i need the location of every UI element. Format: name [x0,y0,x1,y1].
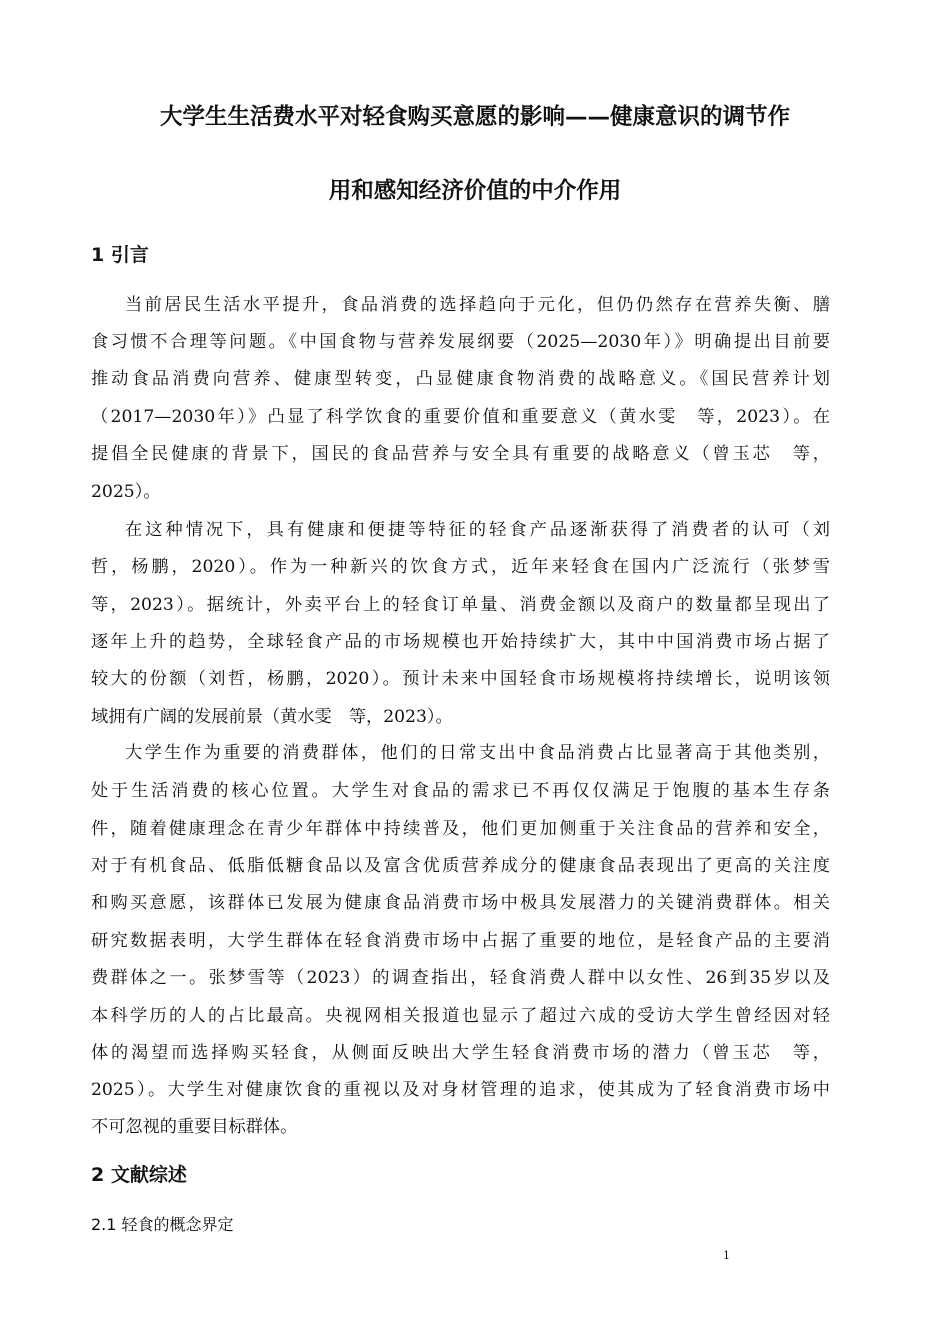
page-number: 1 [723,1249,730,1262]
paragraph-line: 较大的份额（刘哲，杨鹏，2020）。预计未来中国轻食市场规模将持续增长，说明该领 [91,669,830,689]
section-heading-literature-review: 2 文献综述 [91,1164,187,1186]
paragraph-line: 对于有机食品、低脂低糖食品以及富含优质营养成分的健康食品表现出了更高的关注度 [91,856,830,876]
paragraph-line: 哲，杨鹏，2020）。作为一种新兴的饮食方式，近年来轻食在国内广泛流行（张梦雪 [91,557,830,577]
subsection-heading-light-food-concept: 2.1 轻食的概念界定 [91,1215,234,1234]
paragraph-line: （2017—2030年）》凸显了科学饮食的重要价值和重要意义（黄水雯 等，2023）。在 [91,407,830,427]
paragraph-line: 2025）。 [91,482,161,502]
paragraph-line: 等，2023）。据统计，外卖平台上的轻食订单量、消费金额以及商户的数量都呈现出了 [91,595,830,615]
paragraph-line: 在这种情况下，具有健康和便捷等特征的轻食产品逐渐获得了消费者的认可（刘 [125,520,830,540]
paragraph-line: 大学生作为重要的消费群体，他们的日常支出中食品消费占比显著高于其他类别， [125,743,830,763]
section-heading-introduction: 1 引言 [91,244,149,266]
paragraph-line: 和购买意愿，该群体已发展为健康食品消费市场中极具发展潜力的关键消费群体。相关 [91,893,830,913]
document-title-line-1: 大学生生活费水平对轻食购买意愿的影响——健康意识的调节作 [159,104,790,130]
paragraph-line: 体的渴望而选择购买轻食，从侧面反映出大学生轻食消费市场的潜力（曾玉芯 等， [91,1043,830,1063]
paragraph-line: 食习惯不合理等问题。《中国食物与营养发展纲要（2025—2030年）》明确提出目前要 [91,332,830,352]
paragraph-line: 提倡全民健康的背景下，国民的食品营养与安全具有重要的战略意义（曾玉芯 等， [91,444,830,464]
paragraph-line: 域拥有广阔的发展前景（黄水雯 等，2023）。 [91,707,453,727]
paragraph-line: 件，随着健康理念在青少年群体中持续普及，他们更加侧重于关注食品的营养和安全， [91,819,830,839]
paragraph-line: 推动食品消费向营养、健康型转变，凸显健康食物消费的战略意义。《国民营养计划 [91,369,830,389]
paragraph-line: 不可忽视的重要目标群体。 [91,1117,298,1137]
paragraph-line: 处于生活消费的核心位置。大学生对食品的需求已不再仅仅满足于饱腹的基本生存条 [91,781,830,801]
paragraph-line: 当前居民生活水平提升，食品消费的选择趋向于元化，但仍仍然存在营养失衡、膳 [125,295,830,315]
paragraph-line: 本科学历的人的占比最高。央视网相关报道也显示了超过六成的受访大学生曾经因对轻 [91,1006,830,1026]
document-title-line-2: 用和感知经济价值的中介作用 [328,178,622,204]
paragraph-line: 研究数据表明，大学生群体在轻食消费市场中占据了重要的地位，是轻食产品的主要消 [91,931,830,951]
paragraph-line: 逐年上升的趋势，全球轻食产品的市场规模也开始持续扩大，其中中国消费市场占据了 [91,632,830,652]
paragraph-line: 费群体之一。张梦雪等（2023）的调查指出，轻食消费人群中以女性、26到35岁以及 [91,968,830,988]
paragraph-line: 2025）。大学生对健康饮食的重视以及对身材管理的追求，使其成为了轻食消费市场中 [91,1080,830,1100]
